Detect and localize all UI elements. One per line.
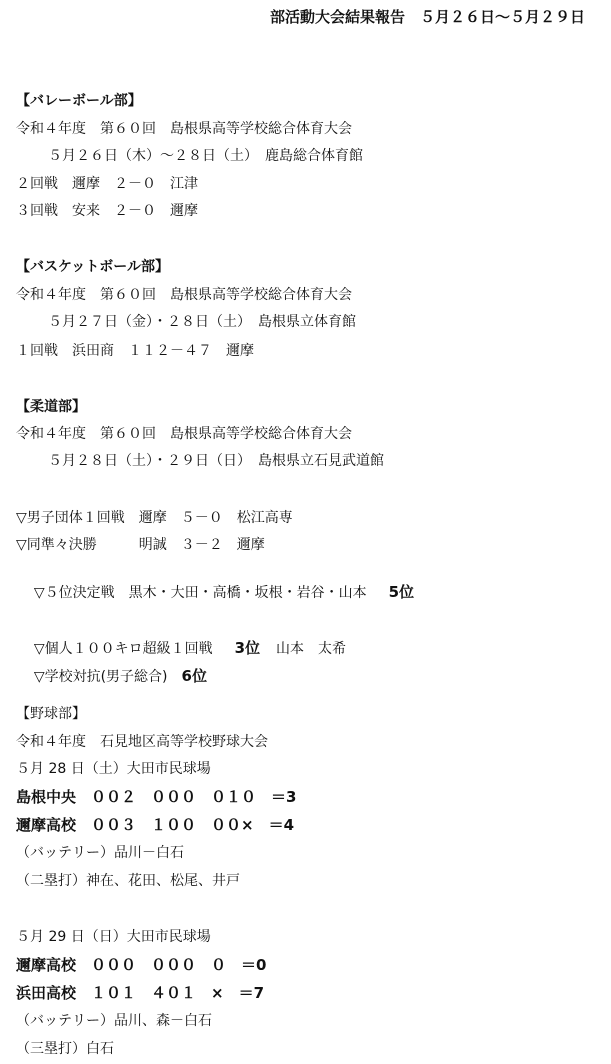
volleyball-round2: ２回戦 邇摩 ２－０ 江津 <box>16 176 198 192</box>
basketball-round1: １回戦 浜田商 １１２－４７ 邇摩 <box>16 343 254 359</box>
judo-team-round1: ▽男子団体１回戦 邇摩 ５－０ 松江高専 <box>16 510 293 526</box>
judo-individual-rank: 3位 <box>234 639 261 657</box>
baseball-game1-row2: 邇摩高校 ００３ １００ ００× ＝4 <box>16 816 295 834</box>
judo-team-quarterfinal: ▽同準々決勝 明誠 ３－２ 邇摩 <box>16 537 265 553</box>
baseball-game2-row2: 浜田高校 １０１ ４０１ × ＝7 <box>16 984 265 1002</box>
judo-school-text: ▽学校対抗(男子総合) <box>33 669 168 685</box>
page-title: 部活動大会結果報告 ５月２６日〜５月２９日 <box>269 8 585 26</box>
baseball-heading: 【野球部】 <box>16 706 86 722</box>
judo-dates: ５月２８日（土）・２９日（日） 島根県立石見武道館 <box>48 453 384 469</box>
judo-team-fifth-rank: 5位 <box>388 583 415 601</box>
baseball-tournament: 令和４年度 石見地区高等学校野球大会 <box>16 734 268 750</box>
volleyball-heading: 【バレーボール部】 <box>16 93 142 109</box>
baseball-game1-doubles: （二塁打）神在、花田、松尾、井戸 <box>16 873 240 889</box>
judo-individual-name: 山本 太希 <box>276 641 347 657</box>
judo-heading: 【柔道部】 <box>16 399 86 415</box>
basketball-tournament: 令和４年度 第６０回 島根県高等学校総合体育大会 <box>16 287 352 303</box>
basketball-dates: ５月２７日（金）・２８日（土） 島根県立体育館 <box>48 314 356 330</box>
baseball-game2-date: ５月 29 日（日）大田市民球場 <box>16 929 211 945</box>
volleyball-dates: ５月２６日（木）〜２８日（土） 鹿島総合体育館 <box>48 148 363 164</box>
baseball-game2-row1: 邇摩高校 ０００ ０００ ０ ＝0 <box>16 956 267 974</box>
judo-team-fifth-place-text: ▽５位決定戦 黒木・大田・高橋・坂根・岩谷・山本 <box>33 585 367 601</box>
judo-school-rank: 6位 <box>181 667 207 685</box>
volleyball-round3: ３回戦 安来 ２－０ 邇摩 <box>16 203 198 219</box>
baseball-game1-row1: 島根中央 ００２ ０００ ０１０ ＝3 <box>16 788 297 806</box>
baseball-game1-date: ５月 28 日（土）大田市民球場 <box>16 761 211 777</box>
basketball-heading: 【バスケットボール部】 <box>16 259 170 275</box>
volleyball-tournament: 令和４年度 第６０回 島根県高等学校総合体育大会 <box>16 121 352 137</box>
baseball-game2-triples: （三塁打）白石 <box>16 1041 114 1057</box>
judo-school-overall <box>16 649 207 704</box>
judo-individual-text: ▽個人１００キロ超級１回戦 <box>33 641 213 657</box>
judo-team-fifth-place <box>16 565 414 620</box>
baseball-game1-battery: （バッテリー）品川－白石 <box>16 845 184 861</box>
judo-tournament: 令和４年度 第６０回 島根県高等学校総合体育大会 <box>16 426 352 442</box>
baseball-game2-battery: （バッテリー）品川、森－白石 <box>16 1013 212 1029</box>
